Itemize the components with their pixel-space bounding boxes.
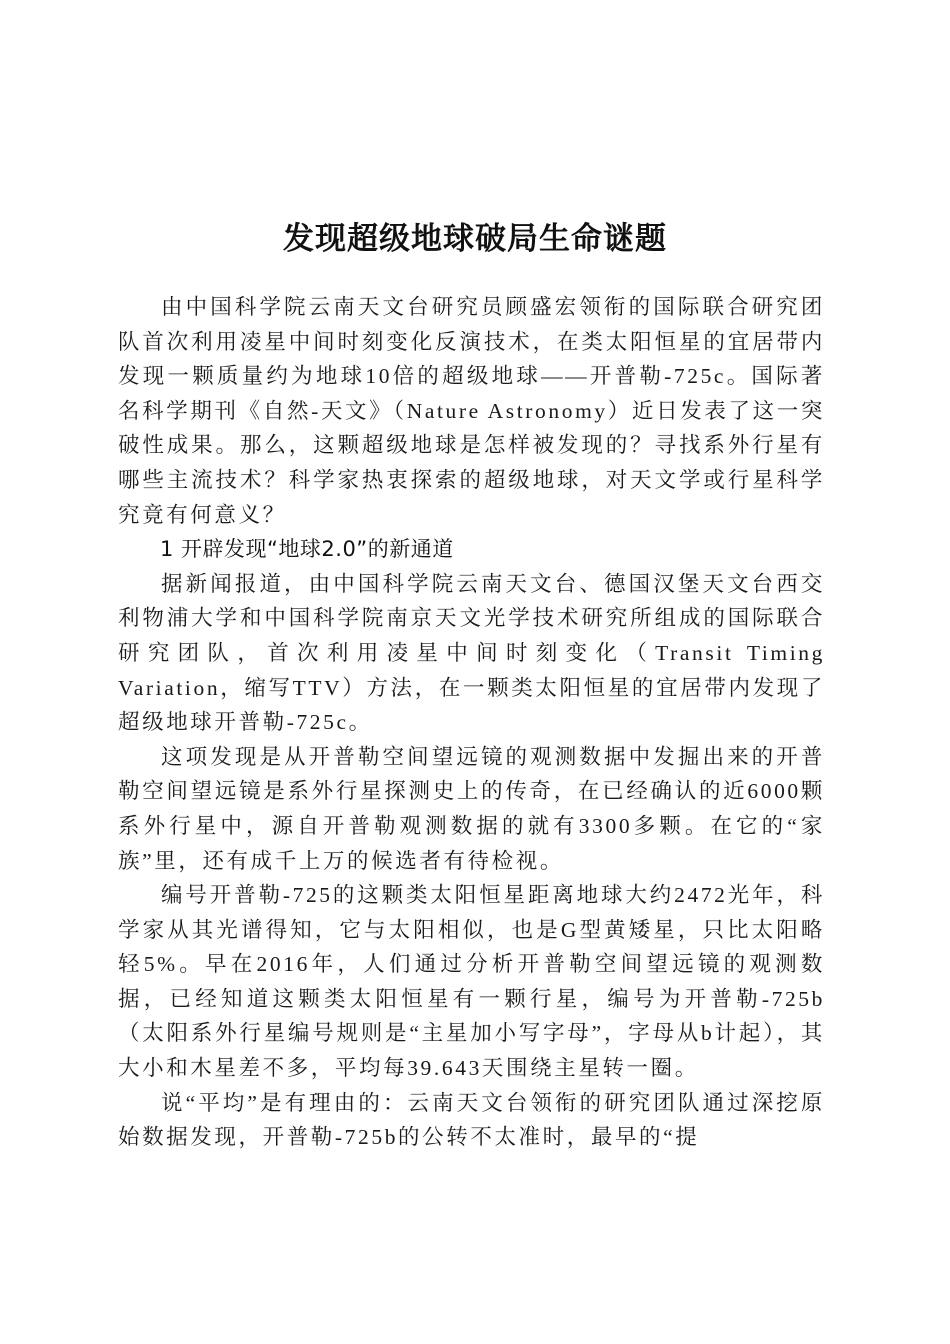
document-title: 发现超级地球破局生命谜题 <box>283 220 667 257</box>
section-heading: 1 开辟发现“地球2.0”的新通道 <box>160 537 454 562</box>
document-body <box>118 290 825 1155</box>
body-paragraph: 这项发现是从开普勒空间望远镜的观测数据中发掘出来的开普勒空间望远镜是系外行星探测史上的传奇，在已经确认的近6000颗系外行星中，源自开普勒观测数据的就有3300多颗。在它的“家族”里，还有成千上万的候选者有待检视。 <box>118 744 825 873</box>
body-paragraph: 说“平均”是有理由的：云南天文台领衔的研究团队通过深挖原始数据发现，开普勒-725b的公转不太准时，最早的“提 <box>118 1090 825 1150</box>
intro-paragraph: 由中国科学院云南天文台研究员顾盛宏领衔的国际联合研究团队首次利用凌星中间时刻变化反演技术，在类太阳恒星的宜居带内发现一颗质量约为地球10倍的超级地球——开普勒-725c。国际著名科学期刊《自然-天文》（Nature Astronomy）近日发表了这一突破性成果。那么，这颗超级地球是怎样被发现的？寻找系外行星有哪些主流技术？科学家热衷探索的超级地球，对天文学或行星科学究竟有何意义？ <box>118 295 825 527</box>
body-paragraph: 编号开普勒-725的这颗类太阳恒星距离地球大约2472光年，科学家从其光谱得知，它与太阳相似，也是G型黄矮星，只比太阳略轻5%。早在2016年，人们通过分析开普勒空间望远镜的观测数据，已经知道这颗类太阳恒星有一颗行星，编号为开普勒-725b（太阳系外行星编号规则是“主星加小写字母”，字母从b计起），其大小和木星差不多，平均每39.643天围绕主星转一圈。 <box>118 883 825 1081</box>
body-paragraph: 据新闻报道，由中国科学院云南天文台、德国汉堡天文台西交利物浦大学和中国科学院南京天文光学技术研究所组成的国际联合研究团队，首次利用凌星中间时刻变化（Transit Timing Variation，缩写TTV）方法，在一颗类太阳恒星的宜居带内发现了超级地球开普勒-725c。 <box>118 571 825 735</box>
